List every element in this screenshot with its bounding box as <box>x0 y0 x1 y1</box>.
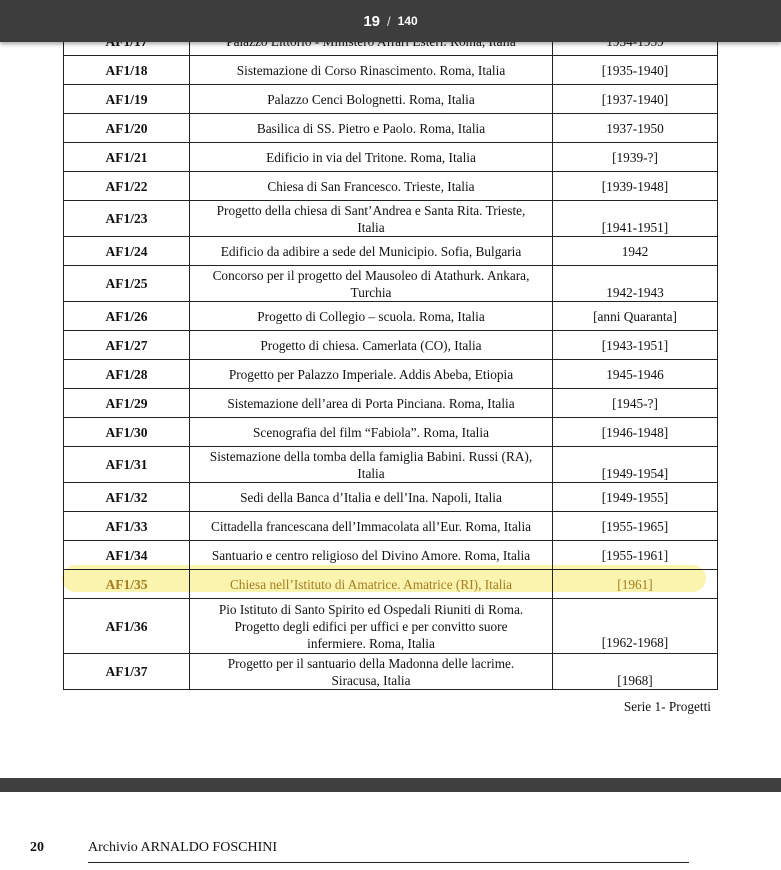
description-line: Progetto per il santuario della Madonna delle lacrime. <box>227 655 515 671</box>
row-date: [1939-1948] <box>553 172 718 201</box>
table-row <box>64 360 718 389</box>
page-divider <box>0 778 781 792</box>
row-description <box>190 114 553 143</box>
description-line: Palazzo Cenci Bolognetti. Roma, Italia <box>267 91 475 107</box>
row-description <box>190 172 553 201</box>
row-description <box>190 512 553 541</box>
row-description <box>190 389 553 418</box>
row-code: AF1/36 <box>64 599 190 654</box>
row-description <box>190 483 553 512</box>
row-date: [anni Quaranta] <box>553 302 718 331</box>
row-description <box>190 56 553 85</box>
row-description <box>190 85 553 114</box>
row-code: AF1/32 <box>64 483 190 512</box>
table-row <box>64 654 718 690</box>
row-date: [1968] <box>553 654 718 690</box>
row-code: AF1/19 <box>64 85 190 114</box>
table-row <box>64 599 718 654</box>
row-description <box>190 266 553 302</box>
document-page-19 <box>0 42 781 778</box>
row-date: 1942 <box>553 237 718 266</box>
table-row <box>64 172 718 201</box>
description-line: Sistemazione di Corso Rinascimento. Roma, Italia <box>236 62 506 78</box>
row-description <box>190 143 553 172</box>
description-line: Progetto di chiesa. Camerlata (CO), Italia <box>260 337 482 353</box>
description-line: Siracusa, Italia <box>331 672 411 688</box>
table-row <box>64 237 718 266</box>
description-line: Chiesa di San Francesco. Trieste, Italia <box>267 178 475 194</box>
row-date: [1962-1968] <box>553 599 718 654</box>
row-date: [1946-1948] <box>553 418 718 447</box>
row-date: 1942-1943 <box>553 266 718 302</box>
row-description <box>190 654 553 690</box>
description-line: Santuario e centro religioso del Divino Amore. Roma, Italia <box>211 547 531 563</box>
row-description <box>190 237 553 266</box>
description-line: Basilica di SS. Pietro e Paolo. Roma, Italia <box>256 120 486 136</box>
description-line: Sistemazione della tomba della famiglia Babini. Russi (RA), <box>209 448 533 464</box>
table-row <box>64 512 718 541</box>
row-date: [1941-1951] <box>553 201 718 237</box>
row-date: [1945-?] <box>553 389 718 418</box>
row-date: [1955-1965] <box>553 512 718 541</box>
description-line: Italia <box>357 465 385 481</box>
row-code: AF1/37 <box>64 654 190 690</box>
description-line: Edificio da adibire a sede del Municipio. Sofia, Bulgaria <box>220 243 522 259</box>
projects-table <box>63 26 718 690</box>
description-line: Progetto di Collegio – scuola. Roma, Italia <box>257 308 485 324</box>
description-line: Pio Istituto di Santo Spirito ed Ospedali Riuniti di Roma. <box>218 601 524 617</box>
description-line: Edificio in via del Tritone. Roma, Italia <box>266 149 476 165</box>
row-date: [1949-1954] <box>553 447 718 483</box>
row-code: AF1/34 <box>64 541 190 570</box>
table-row <box>64 447 718 483</box>
row-code: AF1/29 <box>64 389 190 418</box>
row-description <box>190 447 553 483</box>
page-number: 20 <box>30 840 44 855</box>
row-date: [1955-1961] <box>553 541 718 570</box>
table-row <box>64 541 718 570</box>
row-code: AF1/28 <box>64 360 190 389</box>
row-code: AF1/25 <box>64 266 190 302</box>
row-description <box>190 331 553 360</box>
document-page-20 <box>0 792 781 870</box>
row-description <box>190 599 553 654</box>
series-footer: Serie 1- Progetti <box>623 699 711 714</box>
description-line: Italia <box>357 219 385 235</box>
row-date: 1937-1950 <box>553 114 718 143</box>
table-row <box>64 331 718 360</box>
row-description <box>190 302 553 331</box>
row-code: AF1/35 <box>64 570 190 599</box>
table-row <box>64 570 718 599</box>
page-separator: / <box>387 13 391 29</box>
row-code: AF1/18 <box>64 56 190 85</box>
row-code: AF1/27 <box>64 331 190 360</box>
row-description <box>190 418 553 447</box>
table-row <box>64 85 718 114</box>
row-code: AF1/23 <box>64 201 190 237</box>
description-line: Progetto della chiesa di Sant’Andrea e Santa Rita. Trieste, <box>216 202 526 218</box>
table-row <box>64 143 718 172</box>
page-navigation-bar <box>0 0 781 42</box>
description-line: Scenografia del film “Fabiola”. Roma, Italia <box>253 424 489 440</box>
table-row <box>64 302 718 331</box>
row-code: AF1/30 <box>64 418 190 447</box>
row-date: 1945-1946 <box>553 360 718 389</box>
description-line: Progetto degli edifici per uffici e per convitto suore <box>234 618 508 634</box>
row-date: [1943-1951] <box>553 331 718 360</box>
row-date: [1949-1955] <box>553 483 718 512</box>
description-line: Sistemazione dell’area di Porta Pinciana. Roma, Italia <box>227 395 515 411</box>
table-row <box>64 201 718 237</box>
row-description <box>190 360 553 389</box>
description-line: Concorso per il progetto del Mausoleo di Atathurk. Ankara, <box>212 267 530 283</box>
row-description <box>190 201 553 237</box>
row-date: [1939-?] <box>553 143 718 172</box>
current-page-number[interactable]: 19 <box>363 12 381 30</box>
row-code: AF1/33 <box>64 512 190 541</box>
table-row <box>64 418 718 447</box>
table-row <box>64 114 718 143</box>
description-line: Cittadella francescana dell’Immacolata all’Eur. Roma, Italia <box>210 518 532 534</box>
table-row <box>64 56 718 85</box>
row-code: AF1/24 <box>64 237 190 266</box>
running-header: Archivio ARNALDO FOSCHINI <box>88 840 277 855</box>
description-line: Chiesa nell’Istituto di Amatrice. Amatrice (RI), Italia <box>229 576 513 592</box>
table-row <box>64 266 718 302</box>
row-code: AF1/20 <box>64 114 190 143</box>
description-line: Turchia <box>350 284 392 300</box>
row-description <box>190 541 553 570</box>
total-pages: 140 <box>397 14 418 28</box>
description-line: Progetto per Palazzo Imperiale. Addis Abeba, Etiopia <box>228 366 514 382</box>
row-code: AF1/21 <box>64 143 190 172</box>
description-line: Sedi della Banca d’Italia e dell’Ina. Napoli, Italia <box>240 489 502 505</box>
row-date: [1961] <box>553 570 718 599</box>
header-rule <box>88 862 689 863</box>
row-description <box>190 570 553 599</box>
row-date: [1935-1940] <box>553 56 718 85</box>
description-line: infermiere. Roma, Italia <box>307 635 435 651</box>
row-date: [1937-1940] <box>553 85 718 114</box>
table-row <box>64 483 718 512</box>
row-code: AF1/26 <box>64 302 190 331</box>
table-row <box>64 389 718 418</box>
row-code: AF1/31 <box>64 447 190 483</box>
row-code: AF1/22 <box>64 172 190 201</box>
